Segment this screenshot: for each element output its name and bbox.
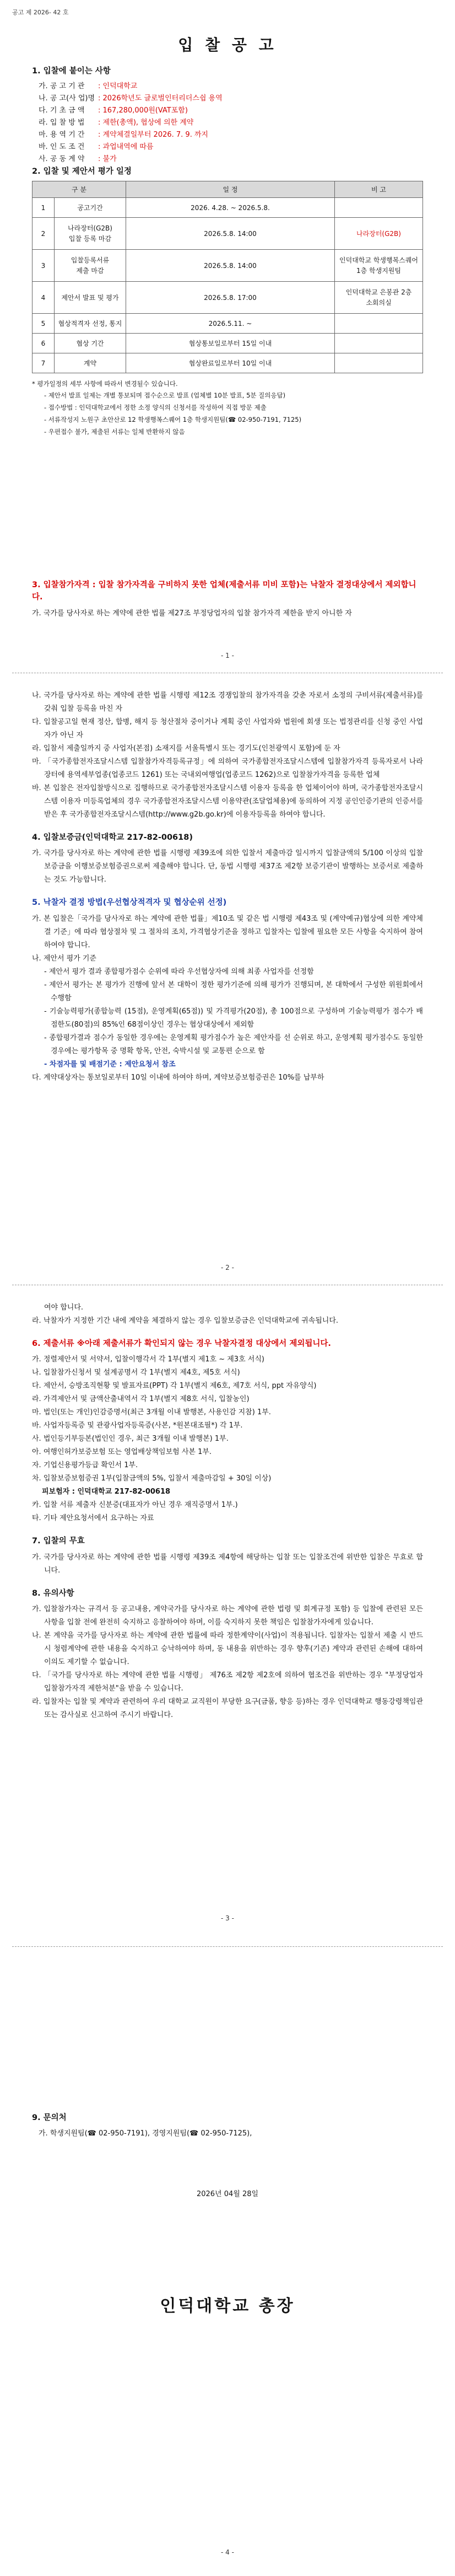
s1-item: [32, 105, 423, 117]
s2-bullet: - 제안서 발표 일제는 개별 통보되며 접수순으로 발표 (업체별 10분 발표, 5분 질의응답): [44, 391, 286, 400]
s3-item-ma: [32, 755, 423, 782]
s1-item-label: 사. 공 동 계 약: [39, 155, 85, 164]
schedule-col-date: 일 정: [126, 181, 335, 198]
schedule-name: 나라장터(G2B) 입찰 등록 마감: [55, 218, 126, 250]
s7-item-ga: 가. 국가를 당사자로 하는 계약에 관한 법률 시행령 제39조 제4항에 해당하는 입찰 또는 입찰조건에 위반한 입찰은 무효로 합니다.: [32, 1553, 423, 1575]
s6-item: 라. 가격제안서 및 금액산출내역서 각 1부(별지 제8호 서식, 입찰농인): [32, 1395, 250, 1404]
page-number-2: - 2 -: [221, 1264, 234, 1271]
s6-item: 타. 기타 제안요청서에서 요구하는 자료: [32, 1514, 154, 1523]
table-row: [32, 198, 423, 218]
s6-item: 자. 기업신용평가등급 확인서 1부.: [32, 1461, 138, 1470]
schedule-note-cell: 인덕대학교 학생행복스퀘어 1층 학생지원팀: [335, 250, 423, 282]
s1-item-value: : 과업내역에 따름: [98, 143, 154, 152]
page-title: 입 찰 공 고: [178, 36, 277, 54]
s1-item: [32, 80, 423, 93]
s6-item: 바. 사업자등록증 및 관광사업자등록증(사본, *원본대조필*) 각 1부.: [32, 1421, 243, 1430]
schedule-date: 2026.5.8. 14:00: [126, 218, 335, 250]
s6-item: 다. 제안서, 승방조직현황 및 발표자료(PPT) 각 1부(별지 제6호, 제7호 서식, ppt 자유양식): [32, 1382, 317, 1391]
s5-item-da: 다. 계약대상자는 통보일로부터 10일 이내에 하여야 하며, 계약보증보험증권은 10%를 납부하: [32, 1073, 324, 1082]
s9-item-ga: 가. 학생지원팀(☎ 02-950-7191), 경영지원팀(☎ 02-950-7125),: [39, 2129, 252, 2138]
section-2: [0, 165, 455, 438]
schedule-no: 4: [32, 282, 55, 314]
page-number-1: - 1 -: [221, 652, 234, 659]
s6-item: 나. 입찰참가신청서 및 설계공명서 각 1부(별지 제4호, 제5호 서식): [32, 1368, 240, 1377]
issuer-signature: 인덕대학교 총장: [160, 2296, 295, 2316]
schedule-name: 입찰등록서류 제출 마감: [55, 250, 126, 282]
s5-bullet-3: - 기술능력평가(종합능력 (15점), 운영계획(65점)) 및 가격평가(20점), 총 100점으로 구성하며 기술능력평가 점수가 배점한도(80점)의 85%인 68점이상인 경우는 협상대상에서 제외함: [44, 1007, 423, 1029]
section-3-cont: [0, 689, 455, 1085]
section-2-heading: 2. 입찰 및 제안서 평가 일정: [32, 167, 132, 176]
s6-item: 가. 정렬제안서 및 서약서, 입찰이행각서 각 1부(별지 제1호 ~ 제3호 서식): [32, 1355, 264, 1364]
table-row: [32, 353, 423, 373]
s8-item-da: 다. 「국가를 당사자로 하는 계약에 관한 법률 시행령」 제76조 제2항 제2호에 의하여 협조건을 위반하는 경우 "부정당업자 입찰참가자격 제한처분"을 받을 수 있습니다.: [32, 1671, 423, 1693]
section-3-heading: [32, 579, 423, 604]
s1-item-value: : 인덕대학교: [98, 82, 138, 91]
schedule-name: 협상적격자 선정, 통지: [55, 314, 126, 334]
s6-item: 아. 여행인허가보증보험 또는 영업배상책임보험 사본 1부.: [32, 1448, 212, 1457]
section-2-bullets: [32, 389, 423, 438]
schedule-date: 협상통보일로부터 15일 이내: [126, 334, 335, 353]
schedule-date: 2026. 4.28. ~ 2026.5.8.: [126, 198, 335, 218]
schedule-note-cell: [335, 314, 423, 334]
schedule-no: 6: [32, 334, 55, 353]
s1-item: [32, 153, 423, 165]
s1-item-label: 라. 입 찰 방 법: [39, 119, 85, 127]
schedule-table: [32, 181, 423, 373]
section-7-heading: 7. 입찰의 무효: [32, 1537, 85, 1546]
s5-bullet-1: - 제안서 평가 결과 종합평가점수 순위에 따라 우선협상자에 의해 최종 사업자를 선정함: [44, 967, 314, 976]
schedule-name: 공고기간: [55, 198, 126, 218]
s6-item: 마. 법인(또는 개인)인감증명서(최근 3개월 이내 발행본, 사용인감 지참) 1부.: [32, 1408, 271, 1417]
schedule-name: 제안서 발표 및 평가: [55, 282, 126, 314]
s5-bullet-4: - 종합평가결과 점수가 동일한 경우에는 운영계획 평가점수가 높은 제안자를 선 순위로 하고, 운영계획 평가점수도 동일한 경우에는 평가항목 중 명확 항목, 안전, 숙박시설 및 교통편 순으로 함: [44, 1033, 423, 1055]
table-row: [32, 250, 423, 282]
s1-item-label: 바. 인 도 조 건: [39, 143, 85, 152]
s1-item-value: : 167,280,000원(VAT포함): [98, 106, 188, 115]
section-4-heading-text: 4. 입찰보증금(인덕대학교 217-82-00618): [32, 833, 193, 842]
s1-item-value: : 계약체결일부터 2026. 7. 9. 까지: [98, 131, 209, 139]
schedule-note: * 평가일정의 세부 사항에 따라서 변경될수 있습니다.: [32, 380, 178, 388]
s3-item-ma-text: 마. 「국가종합전자조달시스템 입찰참가자격등록규정」에 의하여 국가종합전자조달시스템에 입찰참가자격 등록자로서 나라장터에 용역세부업종(업종코드 1261) 또는 국내외여행업(업종코드 1262)으로 입찰참가자격을 등록한 업체: [32, 758, 423, 779]
section-1-list: [32, 80, 423, 165]
section-9: [0, 2112, 455, 2140]
schedule-date: 2026.5.8. 17:00: [126, 282, 335, 314]
schedule-col-category: 구 분: [32, 181, 126, 198]
s6-item: 차. 입찰보증보험증권 1부(입찰금액의 5%, 입찰서 제출마감일 + 30일 이상): [32, 1474, 272, 1483]
schedule-note-cell: [335, 353, 423, 373]
announcement-date: 2026년 04월 28일: [196, 2190, 259, 2198]
s1-item-value: : 2026학년도 글로벌인터리더스쉽 용역: [98, 94, 223, 103]
table-row: [32, 314, 423, 334]
s1-item: [32, 93, 423, 105]
schedule-no: 3: [32, 250, 55, 282]
schedule-note-cell: 인덕대학교 은봉관 2층 소회의실: [335, 282, 423, 314]
s6-item: 피보험자 : 인덕대학교 217-82-00618: [42, 1488, 171, 1496]
s6-item: 카. 입찰 서류 제출자 신분증(대표자가 아닌 경우 재직증명서 1부.): [32, 1501, 238, 1510]
page-number-4: - 4 -: [221, 2548, 234, 2556]
s5-item-na: 나. 제안서 평가 기준: [32, 954, 96, 963]
s5-item-ga: 가. 본 입찰은「국가를 당사자로 하는 계약에 관한 법률」제10조 및 같은 법 시행령 제43조 및 (계약예규)협상에 의한 계약체결 기준」에 따라 협상절차 및 그 절차의 조치, 가격협상기준을 정하고 입찰자는 입찰에 필요한 모든 사항을 숙지하여 참여하여야 합니다.: [32, 914, 423, 949]
page-number-3: - 3 -: [221, 1914, 234, 1922]
schedule-col-note: 비 고: [335, 181, 423, 198]
s1-item-value: : 제한(총액), 협상에 의한 계약: [98, 119, 194, 127]
s3-item-ra: [32, 742, 423, 755]
schedule-no: 7: [32, 353, 55, 373]
schedule-note-cell: 나라장터(G2B): [335, 218, 423, 250]
schedule-date: 2026.5.8. 14:00: [126, 250, 335, 282]
schedule-no: 2: [32, 218, 55, 250]
schedule-date: 2026.5.11. ~: [126, 314, 335, 334]
s8-item-ga: 가. 입찰참가자는 규격서 등 공고내용, 계약국가를 당사자로 하는 계약에 관한 법령 및 회계규정 포함) 등 입찰에 관련된 모든 사항을 입찰 전에 완전히 숙지하고 응찰하여야 하며, 이를 숙지하지 못한 책임은 입찰참가자에게 있습니다.: [32, 1605, 423, 1627]
s4-item-ga: 가. 국가를 당사자로 하는 계약에 관한 법률 시행령 제39조에 의한 입찰서 제출마감 일시까지 입찰금액의 5/100 이상의 입찰보증금을 이행보증보험증권으로써 제출해야 합니다. 단, 동법 시행령 제37조 제2항 보증기관이 발행하는 보증서로 제출하는 것도 가능합니다.: [32, 849, 423, 884]
section-6-heading: 6. 제출서류 ※아래 제출서류가 확인되지 않는 경우 낙찰자결정 대상에서 제외됩니다.: [32, 1339, 331, 1348]
s3-item-ra-text: 라. 입찰서 제출일까지 중 사업자(본점) 소재지를 서울특별시 또는 경기도(인천광역시 포함)에 둔 자: [32, 744, 340, 753]
s2-bullet: - 접수방법 : 인덕대학교에서 정한 소정 양식의 신청서를 작성하여 직접 방문 제출: [44, 404, 267, 412]
section-3: [0, 579, 455, 620]
s6-item: 사. 법인등기부등본(법인인 경우, 최근 3개월 이내 발행본) 1부.: [32, 1435, 229, 1443]
page-break-3: [12, 1946, 443, 1947]
schedule-note-cell: [335, 198, 423, 218]
section-6-list: [32, 1353, 423, 1525]
table-row: [32, 282, 423, 314]
s2-bullet: - 서류작성지 노원구 초안산로 12 학생행복스퀘어 1층 학생지원팀(☎ 02-950-7191, 7125): [44, 416, 302, 424]
s3-item-ga: 가. 국가를 당사자로 하는 계약에 관한 법률 제27조 부정당업자의 입찰 참가자격 제한을 받지 아니한 자: [32, 609, 352, 618]
s1-item-label: 가. 공 고 기 관: [39, 82, 85, 91]
section-1: [0, 65, 455, 165]
section-1-heading: 1. 입찰에 붙이는 사항: [32, 67, 111, 76]
document-number: 공고 제 2026- 42 호: [12, 9, 69, 16]
table-row: [32, 334, 423, 353]
s5-item-ra: 라. 낙찰자가 지정한 기간 내에 계약을 체결하지 않는 경우 입찰보증금은 인덕대학교에 귀속됩니다.: [32, 1317, 339, 1325]
section-9-heading: 9. 문의처: [32, 2113, 67, 2122]
s1-item: [32, 117, 423, 129]
schedule-name: 계약: [55, 353, 126, 373]
s5-bullet-5: - 차점자를 및 배점기준 : 제안요청서 참조: [44, 1060, 176, 1069]
section-4-heading: [32, 831, 423, 844]
schedule-name: 협상 기간: [55, 334, 126, 353]
s1-item-label: 나. 공 고(사 업)명: [39, 94, 95, 103]
s2-bullet: - 우편접수 불가, 제출된 서류는 일체 반환하지 않음: [44, 428, 185, 436]
section-5-cont: [0, 1301, 455, 1722]
s3-item-da: 다. 입찰공고일 현재 정산, 합병, 해지 등 청산절차 중이거나 계획 중인 사업자와 법원에 회생 또는 법정관리를 신청 중인 사업자가 아닌 자: [32, 718, 423, 739]
s1-item-label: 다. 기 초 금 액: [39, 106, 85, 115]
section-5-heading: 5. 낙찰자 결정 방법(우선협상적격자 및 협상순위 선정): [32, 898, 227, 908]
s1-item: [32, 141, 423, 153]
s5-item-da-cont: 여야 합니다.: [44, 1303, 84, 1312]
schedule-note-cell: [335, 334, 423, 353]
table-row: [32, 218, 423, 250]
s1-item-value: : 불가: [98, 155, 117, 164]
section-8-heading: 8. 유의사항: [32, 1588, 74, 1598]
s5-bullet-2: - 제안서 평가는 본 평가가 진행에 앞서 본 대학이 정한 평가기준에 의해 평가가 진행되며, 본 대학에서 구성한 위원회에서 수행함: [44, 980, 423, 1002]
schedule-no: 5: [32, 314, 55, 334]
s8-item-ra: 라. 입찰자는 입찰 및 계약과 관련하여 우리 대학교 교직원이 부당한 요구(금품, 향응 등)하는 경우 인덕대학교 행동강령책임관 또는 감사실로 신고하여 주시기 바랍니다.: [32, 1698, 423, 1720]
s8-item-na: 나. 본 계약을 국가를 당사자로 하는 계약에 관한 법률에 따라 정한계약이(사업)이 적용됩니다. 입찰자는 입찰서 제출 시 반드시 청렴계약에 관한 내용을 숙지하고 승낙하여야 하며, 동 내용을 위반하는 경우 향후(기존) 계약과 관련된 손해에 대하여 이의도 제기할 수 없습니다.: [32, 1632, 423, 1667]
schedule-no: 1: [32, 198, 55, 218]
s3-item-ba: 바. 본 입찰은 전자입찰방식으로 집행하므로 국가종합전자조달시스템 이용자 등록을 한 업체이어야 하며, 국가종합전자조달시스템 이용자 미등록업체의 경우 국가종합전자조달시스템 이용약관(조달업체용)에 동의하여 지정 공인인증기관의 인증서를 받은 후 국가종합전자조달시스템(http://www.g2b.go.kr)에 이용자등록을 하여야 합니다.: [32, 784, 423, 819]
section-3-heading-text: 3. 입찰참가자격 : 입찰 참가자격을 구비하지 못한 업체(제출서류 미비 포함)는 낙찰자 결정대상에서 제외합니다.: [32, 581, 416, 602]
s1-item: [32, 129, 423, 141]
s3-item-na: 나. 국가를 당사자로 하는 계약에 관한 법률 시행령 제12조 경쟁입찰의 참가자격을 갖춘 자로서 소정의 구비서류(제출서류)를 갖춰 입찰 등록을 마친 자: [32, 691, 423, 713]
schedule-date: 협상완료일로부터 10일 이내: [126, 353, 335, 373]
s1-item-label: 마. 용 역 기 간: [39, 131, 85, 139]
